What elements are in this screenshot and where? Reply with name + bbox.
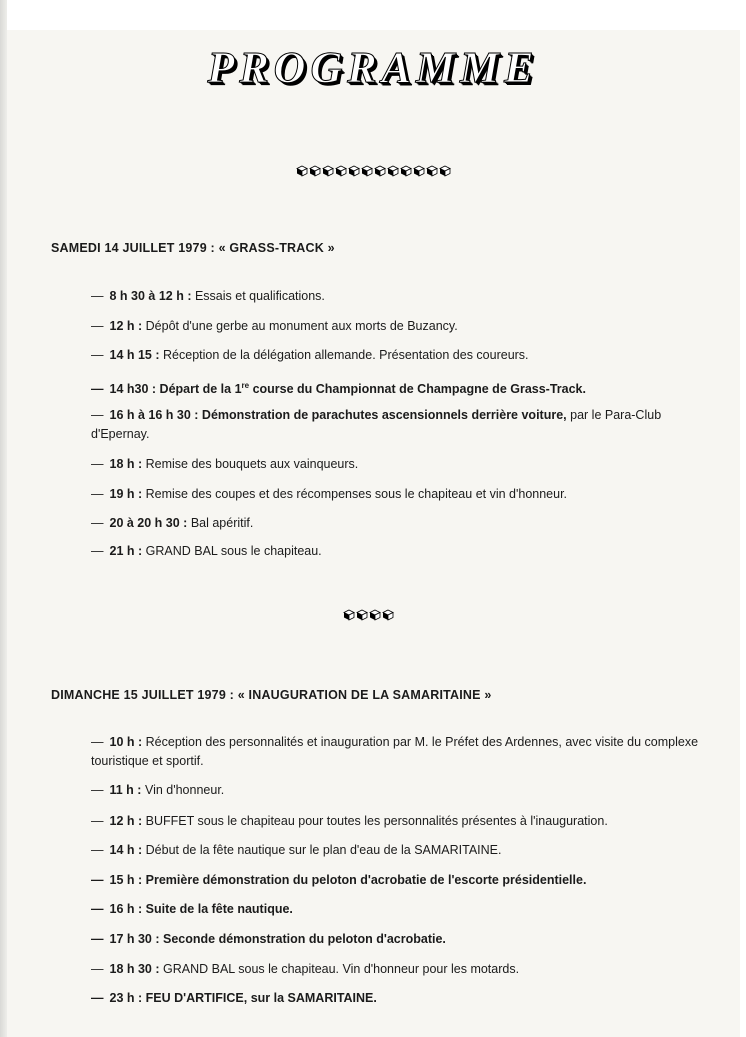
schedule-item [91,812,708,831]
cube-ornament-icon [382,609,394,621]
cube-ornament-icon [296,165,308,177]
item-time: 14 h30 : [109,382,157,397]
item-text-bold: Démonstration de parachutes ascensionnels derrière voiture, [201,408,567,422]
cube-ornament-icon [369,609,381,621]
dash: — [91,932,104,946]
saturday-heading [51,241,335,255]
dash: — [91,289,104,303]
dash: — [91,408,104,422]
dash: — [91,902,104,916]
item-text: Départ de la 1 [159,382,242,397]
schedule-item [91,871,708,890]
item-text: Réception des personnalités et inauguration par M. le Préfet des Ardennes, avec visite du complexe touristique et sportif. [91,735,699,768]
item-time: 16 h à 16 h 30 : [109,408,199,422]
item-time: 12 h : [109,319,143,333]
item-text: FEU D'ARTIFICE, sur la SAMARITAINE. [145,991,377,1005]
schedule-item [91,989,708,1008]
ornament-cubes-middle [343,609,394,621]
item-time: 15 h : [109,873,143,887]
schedule-item [91,781,708,800]
cube-ornament-icon [387,165,399,177]
item-text: Réception de la délégation allemande. Présentation des coureurs. [163,348,529,362]
dash: — [91,873,104,887]
scan-top-margin [0,0,746,30]
schedule-item [91,930,708,949]
item-text: GRAND BAL sous le chapiteau. Vin d'honneur pour les motards. [163,962,520,976]
item-text: GRAND BAL sous le chapiteau. [145,544,322,558]
sunday-event-name: « INAUGURATION DE LA SAMARITAINE » [237,688,492,702]
item-time: 11 h : [109,783,142,797]
sunday-date: DIMANCHE 15 JUILLET 1979 : [51,688,235,702]
schedule-item [91,485,708,504]
item-text: Seconde démonstration du peloton d'acrobatie. [163,932,446,946]
item-text: BUFFET sous le chapiteau pour toutes les personnalités présentes à l'inauguration. [145,814,608,828]
item-text: Essais et qualifications. [194,289,325,303]
scan-right-margin [740,0,746,1037]
schedule-item [91,455,708,474]
dash: — [91,783,104,797]
item-time: 14 h 15 : [109,348,160,362]
schedule-item [91,733,708,771]
cube-ornament-icon [374,165,386,177]
cube-ornament-icon [343,609,355,621]
dash: — [91,843,104,857]
page-title: PROGRAMME [207,43,539,92]
item-text-continued: course du Championnat de Champagne de Grass-Track. [249,382,586,397]
cube-ornament-icon [413,165,425,177]
schedule-item [91,841,708,860]
item-text: par le Para-Club d'Epernay. [91,408,662,441]
item-time: 16 h : [109,902,143,916]
schedule-item [91,406,708,444]
schedule-item [91,287,708,306]
dash: — [91,962,104,976]
cube-ornament-icon [348,165,360,177]
item-time: 10 h : [109,735,143,749]
sunday-heading [51,688,492,702]
schedule-item [91,900,708,919]
item-text: Bal apéritif. [190,516,254,530]
item-time: 18 h 30 : [109,962,160,976]
item-time: 8 h 30 à 12 h : [109,289,192,303]
item-time: 18 h : [109,457,143,471]
cube-ornament-icon [322,165,334,177]
dash: — [91,319,104,333]
cube-ornament-icon [356,609,368,621]
item-text: Remise des bouquets aux vainqueurs. [145,457,359,471]
cube-ornament-icon [309,165,321,177]
cube-ornament-icon [361,165,373,177]
item-text: Dépôt d'une gerbe au monument aux morts de Buzancy. [145,319,458,333]
schedule-item [91,376,708,399]
schedule-item [91,542,708,561]
scan-left-edge [0,0,7,1037]
ornament-cubes-top [296,165,451,177]
dash: — [91,544,104,558]
dash: — [91,457,104,471]
dash: — [91,814,104,828]
saturday-event-name: « GRASS-TRACK » [218,241,335,255]
saturday-date: SAMEDI 14 JUILLET 1979 : [51,241,215,255]
schedule-item [91,346,708,365]
schedule-item [91,960,708,979]
cube-ornament-icon [426,165,438,177]
cube-ornament-icon [335,165,347,177]
item-text: Suite de la fête nautique. [145,902,293,916]
item-text: Première démonstration du peloton d'acrobatie de l'escorte présidentielle. [145,873,587,887]
item-time: 12 h : [109,814,143,828]
schedule-item [91,514,708,533]
item-text: Début de la fête nautique sur le plan d'eau de la SAMARITAINE. [145,843,502,857]
item-text: Vin d'honneur. [144,783,225,797]
item-time: 21 h : [109,544,143,558]
dash: — [91,382,104,397]
item-time: 19 h : [109,487,143,501]
cube-ornament-icon [400,165,412,177]
item-time: 17 h 30 : [109,932,160,946]
item-time: 23 h : [109,991,143,1005]
cube-ornament-icon [439,165,451,177]
dash: — [91,487,104,501]
dash: — [91,516,104,530]
schedule-item [91,317,708,336]
dash: — [91,735,104,749]
item-text: Remise des coupes et des récompenses sous le chapiteau et vin d'honneur. [145,487,568,501]
dash: — [91,348,104,362]
item-time: 20 à 20 h 30 : [109,516,188,530]
item-time: 14 h : [109,843,143,857]
ordinal-superscript: re [241,381,250,390]
dash: — [91,991,104,1005]
